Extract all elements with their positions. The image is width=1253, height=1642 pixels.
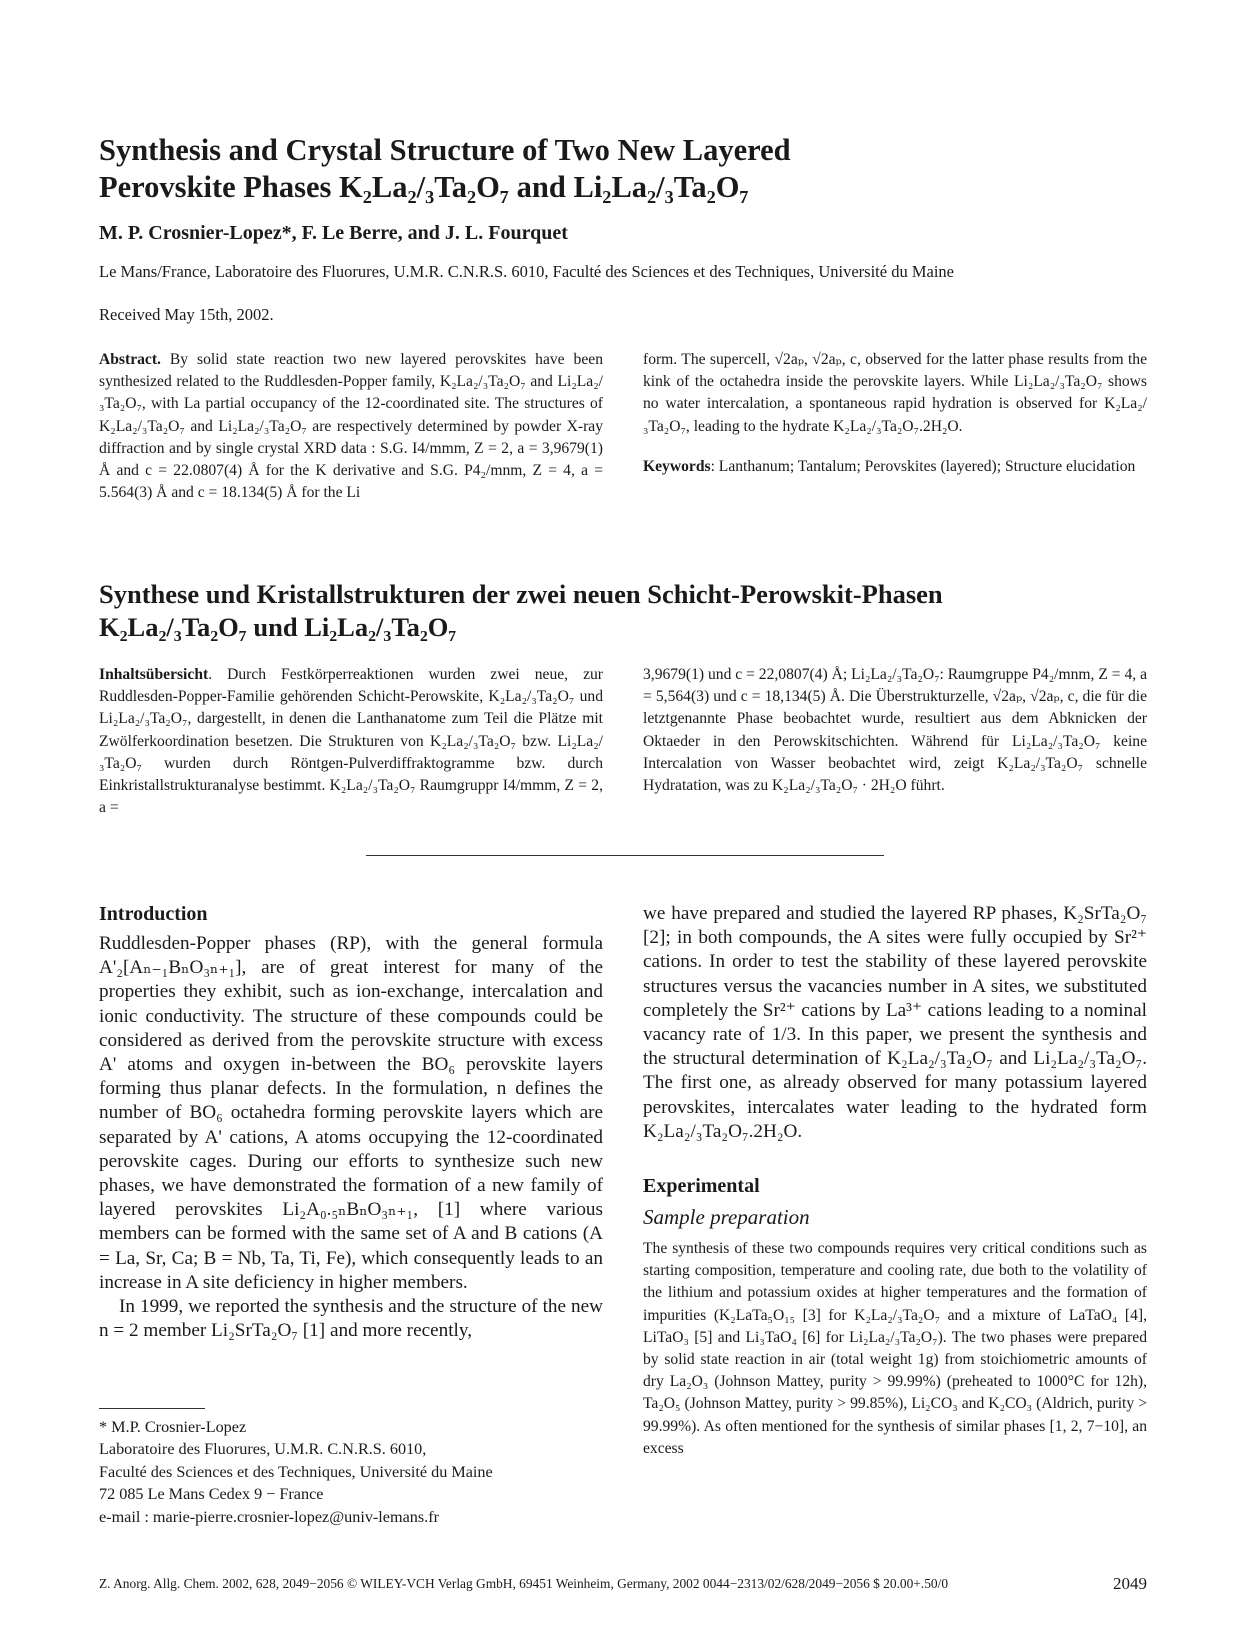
footnote-line: e-mail : marie-pierre.crosnier-lopez@univ-lemans.fr — [99, 1507, 439, 1526]
corresponding-author-footnote — [99, 1416, 493, 1528]
german-title-line-1: Synthese und Kristallstrukturen der zwei neuen Schicht-Perowskit-Phasen — [99, 579, 943, 609]
german-title — [99, 578, 943, 644]
title-line-1: Synthesis and Crystal Structure of Two New Layered — [99, 133, 791, 167]
experimental-heading: Experimental — [643, 1175, 760, 1198]
page-number: 2049 — [1113, 1574, 1147, 1593]
paper-title — [99, 132, 1159, 206]
keywords-label: Keywords — [643, 457, 711, 475]
abstract-text-right: form. The supercell, √2aₚ, √2aₚ, c, observed for the latter phase results from the kink of the octahedra inside the perovskite layers. While Li₂La₂/₃Ta₂O₇ shows no water intercalation, a spontaneous rapid hydration is observed for K₂La₂/₃Ta₂O₇, leading to the hydrate K₂La₂/₃Ta₂O₇.2H₂O. — [643, 351, 1147, 435]
inhalt-text-left: . Durch Festkörperreaktionen wurden zwei neue, zur Ruddlesden-Popper-Familie gehörenden Schicht-Perowskite, K₂La₂/₃Ta₂O₇ und Li₂La₂/₃Ta₂O₇, dargestellt, in denen die Lanthanatome zum Teil die Plätze mit Zwölferkoordination besetzen. Die Strukturen von K₂La₂/₃Ta₂O₇ bzw. Li₂La₂/₃Ta₂O₇ wurden durch Röntgen-Pulverdiffraktogramme bzw. durch Einkristallstrukturanalyse bestimmt. K₂La₂/₃Ta₂O₇ Raumgruppr I4/mmm, Z = 2, a = — [99, 666, 603, 817]
inhalt-text-right: 3,9679(1) und c = 22,0807(4) Å; Li₂La₂/₃Ta₂O₇: Raumgruppe P4₂/mnm, Z = 4, a = 5,564(3) und c = 18,134(5) Å. Die Überstrukturzelle, √2aₚ, √2aₚ, c, die für die letztgenannte Phase beobachtet wurde, resultiert aus dem Abknicken der Oktaeder in den Perowskitschichten. Während für Li₂La₂/₃Ta₂O₇ keine Intercalation von Wasser beobachtet wird, zeigt K₂La₂/₃Ta₂O₇ schnelle Hydratation, was zu K₂La₂/₃Ta₂O₇ · 2H₂O führt. — [643, 666, 1147, 795]
affiliation: Le Mans/France, Laboratoire des Fluorures, U.M.R. C.N.R.S. 6010, Faculté des Sciences et des Techniques, Université du Maine — [99, 262, 954, 281]
author-list: M. P. Crosnier-Lopez*, F. Le Berre, and J. L. Fourquet — [99, 222, 568, 244]
section-divider — [366, 855, 884, 856]
introduction-heading: Introduction — [99, 903, 208, 925]
introduction-left-column — [99, 902, 603, 1343]
introduction-paragraph-2: In 1999, we reported the synthesis and the structure of the new n = 2 member Li₂SrTa₂O₇ [1] and more recently, — [99, 1296, 603, 1342]
introduction-continued: we have prepared and studied the layered RP phases, K₂SrTa₂O₇ [2]; in both compounds, the A sites were fully occupied by Sr²⁺ cations. In order to test the stability of these layered perovskite structures versus the vacancies number in A sites, we substituted completely the Sr²⁺ cations by La³⁺ cations leading to a nominal vacancy rate of 1/3. In this paper, we present the synthesis and the structural determination of K₂La₂/₃Ta₂O₇ and Li₂La₂/₃Ta₂O₇. The first one, as already observed for many potassium layered perovskites, intercalates water leading to the hydrated form K₂La₂/₃Ta₂O₇.2H₂O. — [643, 903, 1147, 1142]
inhalt-label: Inhaltsübersicht — [99, 666, 209, 683]
footnote-divider — [99, 1408, 205, 1409]
abstract-right-column — [643, 349, 1147, 478]
footnote-line: Laboratoire des Fluorures, U.M.R. C.N.R.S. 6010, — [99, 1440, 427, 1459]
footnote-line: 72 085 Le Mans Cedex 9 − France — [99, 1485, 324, 1504]
introduction-paragraph-1: Ruddlesden-Popper phases (RP), with the general formula A'₂[Aₙ₋₁BₙO₃ₙ₊₁], are of great interest for many of the properties they exhibit, such as ion-exchange, intercalation and ionic conductivity. The structure of these compounds could be considered as derived from the perovskite structure with excess A' atoms and oxygen in-between the BO₆ perovskite layers forming thus planar defects. In the formulation, n defines the number of BO₆ octahedra forming perovskite layers which are separated by A' cations, A atoms occupying the 12-coordinated perovskite cages. During our efforts to synthesize such new phases, we have demonstrated the formation of a new family of layered perovskites Li₂A₀.₅ₙBₙO₃ₙ₊₁, [1] where various members can be formed with the same set of A and B cations (A = La, Sr, Ca; B = Nb, Ta, Ti, Fe), which consequently leads to an increase in A site deficiency in higher members. — [99, 933, 603, 1293]
introduction-right-column — [643, 902, 1147, 1460]
footnote-line: * M.P. Crosnier-Lopez — [99, 1418, 247, 1436]
german-abstract-right — [643, 664, 1147, 797]
sample-preparation-text: The synthesis of these two compounds requires very critical conditions such as starting composition, temperature and cooling rate, due both to the volatility of the lithium and potassium oxides at higher temperatures and the formation of impurities (K₂LaTa₅O₁₅ [3] for K₂La₂/₃Ta₂O₇ and a mixture of LaTaO₄ [4], LiTaO₃ [5] and Li₃TaO₄ [6] for Li₂La₂/₃Ta₂O₇). The two phases were prepared by solid state reaction in air (total weight 1g) from stoichiometric amounts of dry La₂O₃ (Johnson Mattey, purity > 99.99%) (preheated to 1000°C for 12h), Ta₂O₅ (Johnson Mattey, purity > 99.85%), Li₂CO₃ and K₂CO₃ (Aldrich, purity > 99.99%). As often mentioned for the synthesis of similar phases [1, 2, 7−10], an excess — [643, 1240, 1147, 1457]
german-abstract-left — [99, 664, 603, 819]
abstract-text-left: By solid state reaction two new layered perovskites have been synthesized related to the Ruddlesden-Popper family, K₂La₂/₃Ta₂O₇ and Li₂La₂/₃Ta₂O₇, with La partial occupancy of the 12-coordinated site. The structures of K₂La₂/₃Ta₂O₇ and Li₂La₂/₃Ta₂O₇ are respectively determined by powder X-ray diffraction and by single crystal XRD data : S.G. I4/mmm, Z = 2, a = 3,9679(1) Å and c = 22.0807(4) Å for the K derivative and S.G. P4₂/mnm, Z = 4, a = 5.564(3) Å and c = 18.134(5) Å for the Li — [99, 351, 603, 502]
keywords — [643, 456, 1147, 478]
german-title-line-2: K₂La₂/₃Ta₂O₇ und Li₂La₂/₃Ta₂O₇ — [99, 612, 457, 642]
sample-preparation-heading: Sample preparation — [643, 1205, 810, 1230]
title-line-2: Perovskite Phases K₂La₂/₃Ta₂O₇ and Li₂La₂/₃Ta₂O₇ — [99, 170, 749, 204]
keywords-text: : Lanthanum; Tantalum; Perovskites (layered); Structure elucidation — [710, 457, 1136, 475]
footnote-line: Faculté des Sciences et des Techniques, Université du Maine — [99, 1462, 493, 1481]
received-date: Received May 15th, 2002. — [99, 305, 274, 324]
page-footer — [99, 1576, 1147, 1592]
abstract-label: Abstract. — [99, 351, 161, 368]
abstract-left-column — [99, 349, 603, 504]
journal-citation: Z. Anorg. Allg. Chem. 2002, 628, 2049−2056 © WILEY-VCH Verlag GmbH, 69451 Weinheim, Germany, 2002 0044−2313/02/628/2049−2056 $ 20.00+.50/0 — [99, 1576, 949, 1591]
